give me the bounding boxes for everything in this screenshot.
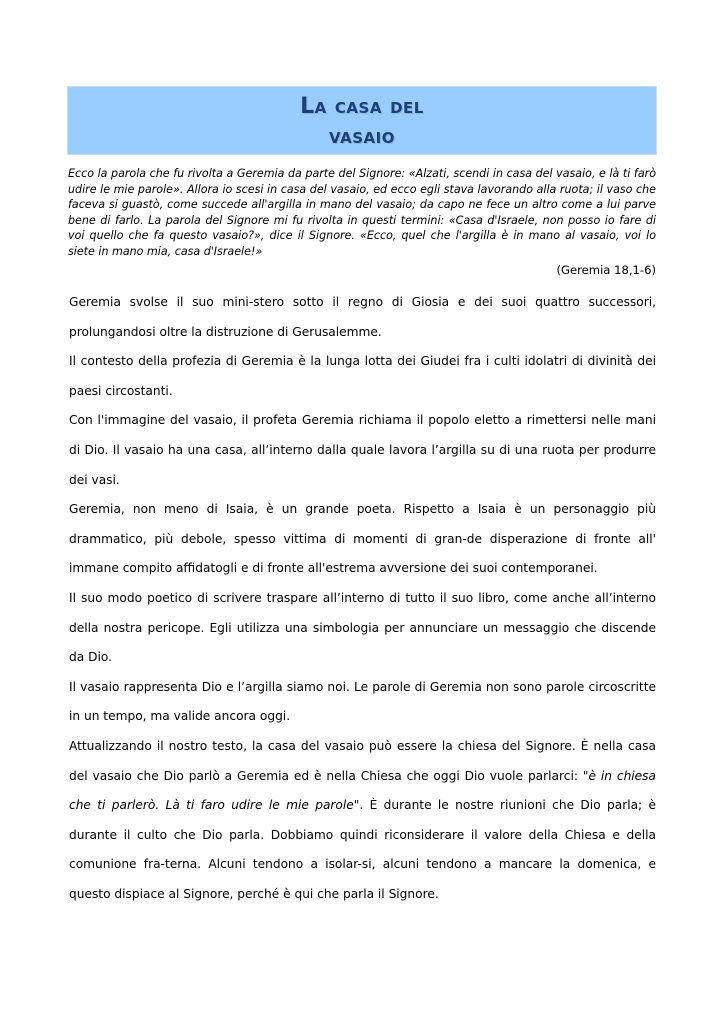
page-title-line-1: La casa del [300, 94, 424, 119]
paragraph-final [69, 732, 656, 910]
page-title-line-2: vasaio [329, 124, 395, 149]
body-text [69, 288, 656, 909]
paragraph-final-start: Attualizzando il nostro testo, la casa del vasaio può essere la chiesa del Signore. È nella casa del vasaio che Dio parlò a Geremia ed è nella Chiesa che oggi Dio vuole parlarci: " [69, 738, 656, 783]
scripture-quote: Ecco la parola che fu rivolta a Geremia da parte del Signore: «Alzati, scendi in casa del vasaio, e là ti farò udire le mie parole». Allora io scesi in casa del vasaio, ed ecco egli stava lavorando alla ruota; il vaso che faceva si guastò, come succede all'argilla in mano del vasaio; da capo ne fece un altro come a lui parve bene di farlo. La parola del Signore mi fu rivolta in questi termini: «Casa d'Israele, non posso io fare di voi quello che fa questo vasaio?», dice il Signore. «Ecco, quel che l'argilla è in mano al vasaio, voi lo siete in mano mia, casa d'Israele!» [68, 167, 656, 258]
paragraph: Il vasaio rappresenta Dio e l’argilla siamo noi. Le parole di Geremia non sono parole circoscritte in un tempo, ma valide ancora oggi. [69, 679, 656, 724]
paragraph: Geremia svolse il suo mini-stero sotto il regno di Giosia e dei suoi quattro successori, prolungandosi oltre la distruzione di Gerusalemme. [69, 295, 656, 339]
paragraph: Con l'immagine del vasaio, il profeta Geremia richiama il popolo eletto a rimettersi nelle mani di Dio. Il vasaio ha una casa, all’interno dalla quale lavora l’argilla su di una ruota per produrre dei vasi. [69, 413, 656, 487]
title-banner [67, 86, 657, 155]
paragraph: Il contesto della profezia di Geremia è la lunga lotta dei Giudei fra i culti idolatri di divinità dei paesi circostanti. [69, 354, 656, 398]
paragraph-final-end: ". È durante le nostre riunioni che Dio parla; è durante il culto che Dio parla. Dobbiamo quindi riconsiderare il valore della Chiesa e della comunione fra-terna. Alcuni tendono a isolar-si, alcuni tendono a mancare la domenica, e questo dispiace al Signore, perché è qui che parla il Signore. [69, 798, 656, 901]
paragraph: Il suo modo poetico di scrivere traspare all’interno di tutto il suo libro, come anche all’interno della nostra pericope. Egli utilizza una simbologia per annunciare un messaggio che discende da Dio. [69, 590, 656, 665]
inline-quote: è in chiesa che ti parlerò. Là ti faro udire le mie parole [69, 768, 656, 813]
paragraph: Geremia, non meno di Isaia, è un grande poeta. Rispetto a Isaia è un personaggio più drammatico, più debole, spesso vittima di momenti di gran-de disperazione di fronte all' immane compito affidatogli e di fronte all'estrema avversione dei suoi contemporanei. [69, 502, 656, 576]
scripture-reference: (Geremia 18,1-6) [556, 263, 656, 277]
